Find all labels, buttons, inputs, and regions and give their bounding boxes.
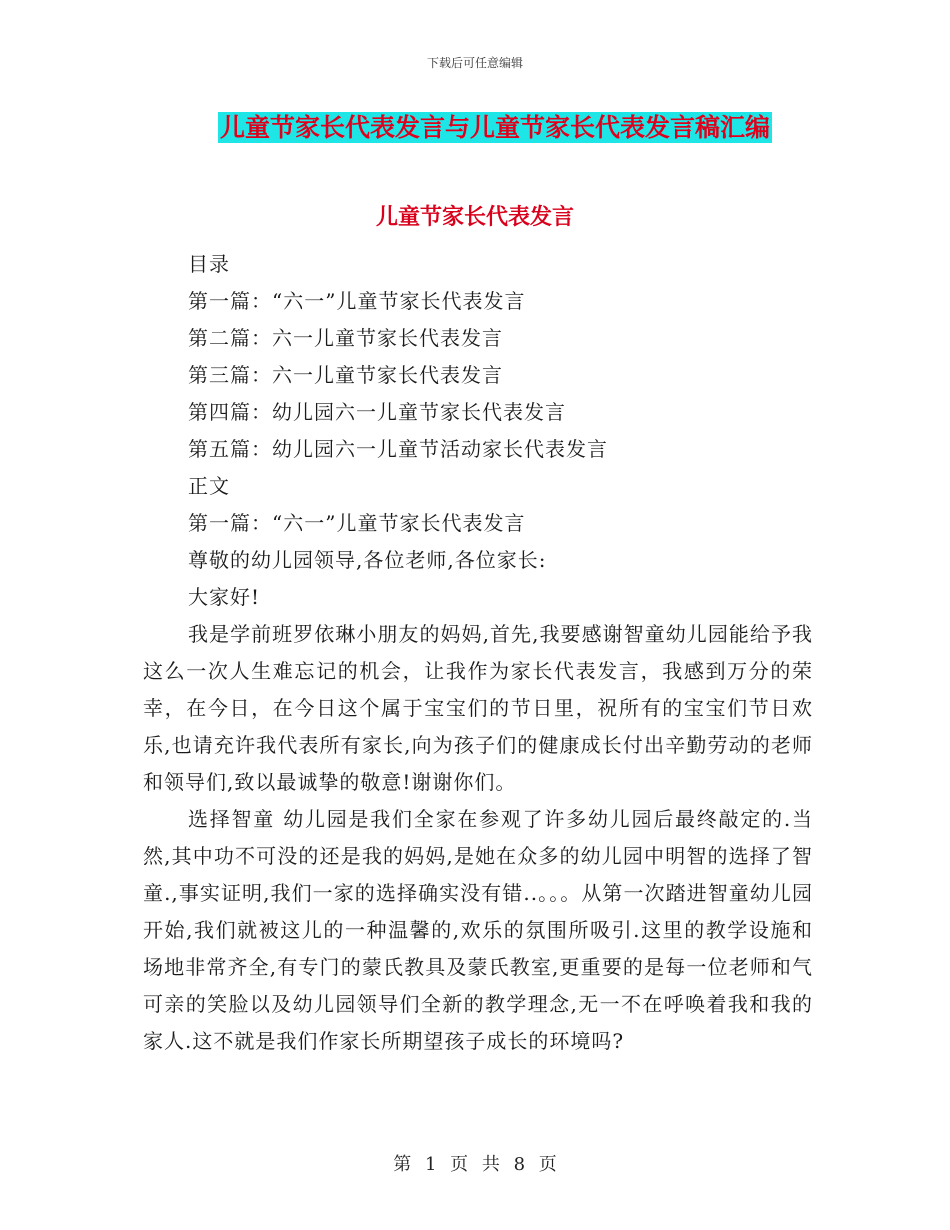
salutation: 尊敬的幼儿园领导,各位老师,各位家长: — [188, 548, 547, 572]
page-number: 第 1 页 共 8 页 — [393, 1154, 557, 1175]
greeting: 大家好! — [188, 585, 261, 609]
toc-heading: 目录 — [188, 252, 230, 276]
toc-item: 第四篇：幼儿园六一儿童节家长代表发言 — [188, 400, 566, 424]
toc-item: 第三篇：六一儿童节家长代表发言 — [188, 363, 503, 387]
article-title: 第一篇：“六一”儿童节家长代表发言 — [188, 511, 526, 535]
document-body — [143, 246, 813, 1060]
toc-item: 第二篇：六一儿童节家长代表发言 — [188, 326, 503, 350]
section-title: 儿童节家长代表发言 — [375, 205, 574, 230]
toc-item: 第一篇：“六一”儿童节家长代表发言 — [188, 289, 526, 313]
body-heading: 正文 — [188, 474, 230, 498]
document-title: 儿童节家长代表发言与儿童节家长代表发言稿汇编 — [219, 113, 770, 142]
header-note: 下载后可任意编辑 — [426, 56, 523, 70]
toc-item: 第五篇：幼儿园六一儿童节活动家长代表发言 — [188, 437, 608, 461]
document-title-container — [0, 112, 950, 143]
paragraph: 选择智童 幼儿园是我们全家在参观了许多幼儿园后最终敲定的.当然,其中功不可没的还是我的妈妈,是她在众多的幼儿园中明智的选择了智童.,事实证明,我们一家的选择确实没有错..。。。从第一次踏进智童幼儿园开始,我们就被这儿的一种温馨的,欢乐的氛围所吸引.这里的教学设施和场地非常齐全,有专门的蒙氏教具及蒙氏教室,更重要的是每一位老师和气可亲的笑脸以及幼儿园领导们全新的教学理念,无一不在呼唤着我和我的家人.这不就是我们作家长所期望孩子成长的环境吗? — [143, 807, 813, 1053]
paragraph: 我是学前班罗依琳小朋友的妈妈,首先,我要感谢智童幼儿园能给予我这么一次人生难忘记的机会，让我作为家长代表发言，我感到万分的荣幸，在今日，在今日这个属于宝宝们的节日里，祝所有的宝宝们节日欢乐,也请充许我代表所有家长,向为孩子们的健康成长付出辛勤劳动的老师和领导们,致以最诚挚的敬意!谢谢你们。 — [143, 622, 813, 794]
